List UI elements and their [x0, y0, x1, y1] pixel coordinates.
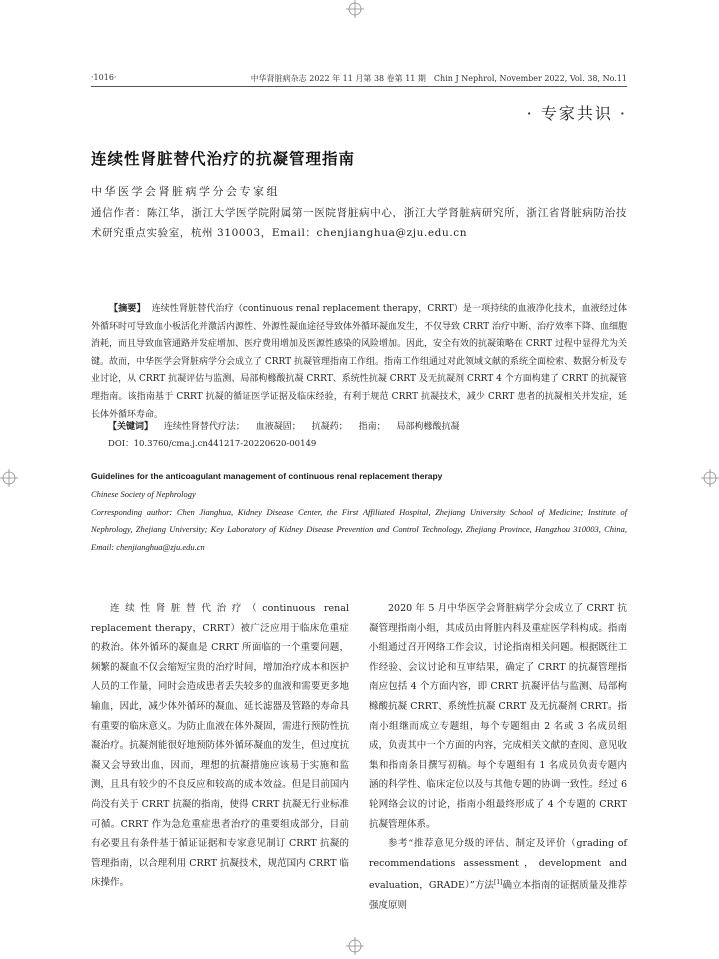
registration-mark-bottom: [346, 937, 364, 955]
abstract-label: 【摘要】: [109, 304, 146, 314]
header-rule: [91, 86, 627, 87]
keywords: [108, 419, 467, 432]
keywords-label: 【关键词】: [108, 422, 154, 432]
abstract-text: 连续性肾脏替代治疗（continuous renal replacement therapy，CRRT）是一项持续的血液净化技术，血液经过体外循环时可导致血小板活化并激活内源性、外源性凝血途径导致体外循环凝血发生，不仅导致 CRRT 治疗中断、治疗效率下降、血细胞消耗，而且导致血管通路并发症增加、医疗费用增加及医源性感染的风险增加。因此，安全有效的抗凝策略在 CRRT 过程中显得尤为关键。故而，中华医学会肾脏病学分会成立了 CRRT 抗凝管理指南工作组。指南工作组通过对此领域文献的系统全面检索、数据分析及专业讨论，从 CRRT 抗凝评估与监测、局部枸橼酸抗凝 CRRT、系统性抗凝 CRRT 及无抗凝剂 CRRT 4 个方面构建了 CRRT 的抗凝管理指南。该指南基于 CRRT 抗凝的循证医学证据及临床经验，有利于规范 CRRT 抗凝技术，减少 CRRT 患者的抗凝相关并发症，延长体外循环寿命。: [91, 304, 628, 420]
keyword: 指南；: [358, 422, 386, 432]
english-corresponding-author: Corresponding author: Chen Jianghua, Kidney Disease Center, the First Affiliated Hospital, Zhejiang University School of Medicine; Institute of Nephrology, Zhejiang University; Key Laboratory of Kidney Disease Prevention and Control Technology, Zhejiang Province, Hangzhou 310003, China, Email: chenjianghua@zju.edu.cn: [91, 507, 627, 552]
journal-citation: 中华肾脏病杂志 2022 年 11 月第 38 卷第 11 期 Chin J Nephrol, November 2022, Vol. 38, No.11: [250, 74, 627, 83]
english-title: Guidelines for the anticoagulant management of continuous renal replacement therapy: [91, 471, 443, 481]
registration-mark-right: [701, 469, 719, 487]
keyword: 血液凝固；: [255, 422, 301, 432]
keyword: 局部枸橼酸抗凝: [396, 422, 460, 432]
body-paragraph: [369, 834, 627, 916]
keyword: 抗凝药；: [311, 422, 348, 432]
registration-mark-top: [346, 0, 364, 18]
body-text: 确立本指南的证据质量及推荐强度原则: [369, 880, 627, 912]
registration-mark-left: [0, 469, 18, 487]
body-text: 参考“推荐意见分级的评估、制定及评价（grading of recommendations assessment，development and evaluation，GRADE）”方法: [369, 838, 627, 892]
abstract: [91, 301, 627, 424]
body-column-right: [369, 599, 627, 916]
author-group: 中华医学会肾脏病学分会专家组: [91, 185, 280, 198]
english-authors: Chinese Society of Nephrology: [91, 489, 196, 499]
reference-marker: [1]: [493, 879, 503, 887]
body-column-left: [91, 599, 349, 893]
article-title: 连续性肾脏替代治疗的抗凝管理指南: [91, 150, 356, 168]
page-number: ·1016·: [91, 73, 117, 82]
section-label: · 专家共识 ·: [526, 104, 627, 123]
keyword: 连续性肾替代疗法；: [163, 422, 245, 432]
doi: DOI：10.3760/cma.j.cn441217-20220620-00149: [108, 439, 317, 449]
corresponding-author: 通信作者：陈江华，浙江大学医学院附属第一医院肾脏病中心，浙江大学肾脏病研究所，浙江省肾脏病防治技术研究重点实验室，杭州 310003，Email：chenjianghua@zju.edu.cn: [91, 207, 627, 239]
body-paragraph: 2020 年 5 月中华医学会肾脏病学分会成立了 CRRT 抗凝管理指南小组，其成员由肾脏内科及重症医学科构成。指南小组通过召开网络工作会议，讨论指南相关问题。根据既往工作经验、会议讨论和互审结果，确定了 CRRT 的抗凝管理指南应包括 4 个方面内容，即 CRRT 抗凝评估与监测、局部枸橼酸抗凝 CRRT、系统性抗凝 CRRT 及无抗凝剂 CRRT。指南小组继而成立专题组，每个专题组由 2 名或 3 名成员组成，负责其中一个方面的内容，完成相关文献的查阅、意见收集和指南条目撰写初稿。每个专题组有 1 名成员负责专题内涵的科学性、临床定位以及与其他专题的协调一致性。经过 6 轮网络会议的讨论，指南小组最终形成了 4 个专题的 CRRT 抗凝管理体系。: [369, 603, 627, 830]
body-paragraph: 连续性肾脏替代治疗（continuous renal replacement therapy，CRRT）被广泛应用于临床危重症的救治。体外循环的凝血是 CRRT 所面临的一个重要问题，频繁的凝血不仅会缩短宝贵的治疗时间，增加治疗成本和医护人员的工作量，同时会造成患者丢失较多的血液和需要更多地输血，因此，减少体外循环的凝血、延长滤器及管路的寿命具有重要的临床意义。为防止血液在体外凝固，需进行预防性抗凝治疗。抗凝剂能很好地预防体外循环凝血的发生，但过度抗凝又会导致出血，因而，理想的抗凝措施应该易于实施和监测，且具有较少的不良反应和较高的成本效益。但是目前国内尚没有关于 CRRT 抗凝的指南，使得 CRRT 抗凝无行业标准可循。CRRT 作为急危重症患者治疗的重要组成部分，目前有必要且有条件基于循证证据和专家意见制订 CRRT 抗凝的管理指南，以合理利用 CRRT 抗凝技术，规范国内 CRRT 临床操作。: [91, 603, 349, 889]
